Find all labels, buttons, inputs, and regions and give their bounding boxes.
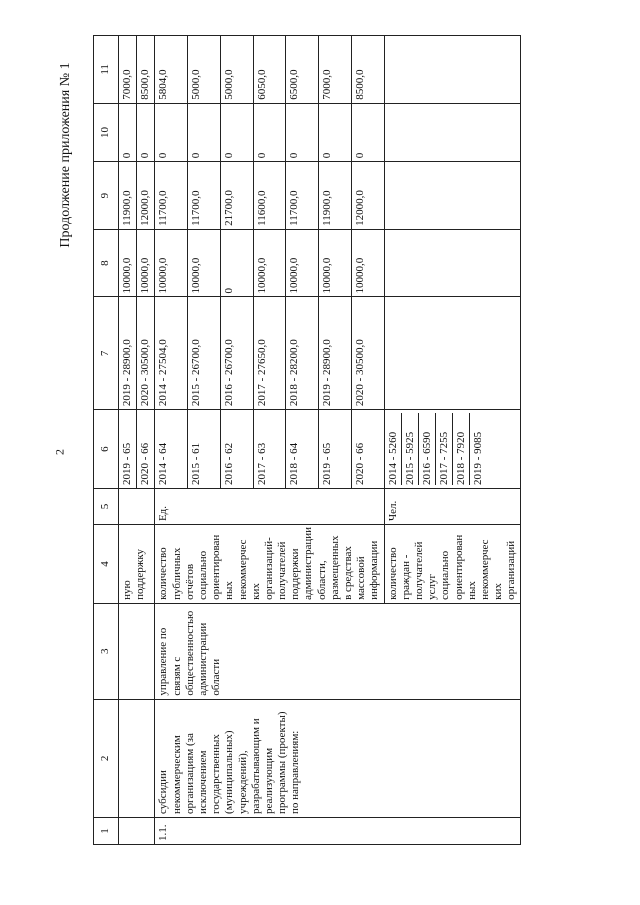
indicator-cell: ную поддержку (119, 525, 155, 604)
unit-cell: Ед. (155, 489, 384, 525)
funding-cell: 6500,0 (286, 36, 319, 104)
funding-total-cell: 2014 - 27504,0 (155, 297, 188, 410)
cell-empty (384, 229, 521, 297)
cell-empty (119, 817, 155, 844)
funding-cell: 0 (351, 103, 384, 162)
funding-cell: 0 (253, 103, 286, 162)
header-cell: 11 (94, 36, 119, 104)
funding-cell: 5804,0 (155, 36, 188, 104)
funding-cell: 0 (220, 103, 253, 162)
funding-cell: 10000,0 (351, 229, 384, 297)
indicator-cell: количество граждан - получателей услуг социально ориентирован ных некоммерчес ких организаций (384, 525, 521, 604)
funding-cell: 7000,0 (119, 36, 137, 104)
unit-cell: Чел. (384, 489, 521, 525)
cell-empty (384, 103, 521, 162)
year-value-cell: 2020 - 66 (351, 410, 384, 489)
funding-cell: 11700,0 (155, 162, 188, 230)
funding-cell: 8500,0 (351, 36, 384, 104)
header-cell: 4 (94, 525, 119, 604)
funding-total-cell: 2020 - 30500,0 (351, 297, 384, 410)
funding-cell: 10000,0 (137, 229, 155, 297)
year-value-line: 2019 - 9085 (471, 431, 484, 485)
cell-empty (119, 603, 155, 699)
funding-cell: 0 (188, 103, 221, 162)
cell-empty (384, 297, 521, 410)
header-cell: 5 (94, 489, 119, 525)
table-row (119, 36, 137, 845)
funding-total-cell: 2017 - 27650,0 (253, 297, 286, 410)
row-number-cell: 1.1. (155, 817, 521, 844)
cell-empty (119, 699, 155, 817)
year-value-cell: 2015 - 61 (188, 410, 221, 489)
funding-cell: 12000,0 (351, 162, 384, 230)
year-value-line: 2015 - 5925 (402, 413, 419, 485)
year-value-line: 2016 - 6590 (419, 413, 436, 485)
funding-cell: 8500,0 (137, 36, 155, 104)
funding-cell: 5000,0 (188, 36, 221, 104)
funding-total-cell: 2018 - 28200,0 (286, 297, 319, 410)
funding-cell: 0 (220, 229, 253, 297)
year-value-cell: 2018 - 64 (286, 410, 319, 489)
page-number: 2 (52, 449, 67, 455)
header-row (94, 36, 119, 845)
header-cell: 9 (94, 162, 119, 230)
funding-cell: 10000,0 (155, 229, 188, 297)
funding-total-cell: 2019 - 28900,0 (319, 297, 352, 410)
measure-name-cell: субсидии некоммерческим организациям (за исключением государственных (муниципальных) учреждений), разрабатывающим и реализующим программы (проекты) по направлениям: (155, 699, 521, 817)
header-cell: 1 (94, 817, 119, 844)
funding-cell: 10000,0 (319, 229, 352, 297)
funding-cell: 0 (137, 103, 155, 162)
year-value-cell: 2016 - 62 (220, 410, 253, 489)
funding-cell: 0 (319, 103, 352, 162)
funding-cell: 5000,0 (220, 36, 253, 104)
cell-empty (384, 162, 521, 230)
appendix-heading: Продолжение приложения № 1 (58, 62, 73, 248)
year-value-cell: 2019 - 65 (319, 410, 352, 489)
year-value-list (384, 410, 521, 489)
header-cell: 8 (94, 229, 119, 297)
funding-cell: 10000,0 (253, 229, 286, 297)
funding-cell: 11600,0 (253, 162, 286, 230)
funding-cell: 6050,0 (253, 36, 286, 104)
cell-empty (119, 489, 155, 525)
funding-total-cell: 2015 - 26700,0 (188, 297, 221, 410)
appendix-table (93, 35, 521, 845)
year-value-cell: 2020 - 66 (137, 410, 155, 489)
cell-empty (384, 36, 521, 104)
funding-cell: 10000,0 (119, 229, 137, 297)
year-value-line: 2018 - 7920 (453, 413, 470, 485)
rotated-table-wrapper (93, 35, 613, 845)
funding-cell: 10000,0 (286, 229, 319, 297)
table-row (155, 36, 188, 845)
indicator-cell: количество публичных отчётов социально ориентирован ных некоммерчес ких организаций-получателей поддержки администрации области, размещенных в средствах массовой информации (155, 525, 384, 604)
header-cell: 6 (94, 410, 119, 489)
year-value-cell: 2014 - 64 (155, 410, 188, 489)
funding-total-cell: 2019 - 28900,0 (119, 297, 137, 410)
header-cell: 10 (94, 103, 119, 162)
funding-cell: 11900,0 (119, 162, 137, 230)
header-cell: 2 (94, 699, 119, 817)
funding-cell: 0 (155, 103, 188, 162)
funding-cell: 10000,0 (188, 229, 221, 297)
year-value-cell: 2019 - 65 (119, 410, 137, 489)
funding-cell: 11900,0 (319, 162, 352, 230)
header-cell: 3 (94, 603, 119, 699)
funding-cell: 21700,0 (220, 162, 253, 230)
header-cell: 7 (94, 297, 119, 410)
year-value-line: 2014 - 5260 (385, 413, 402, 485)
funding-cell: 12000,0 (137, 162, 155, 230)
executor-cell: управление по связям с общественностью администрации области (155, 603, 521, 699)
funding-total-cell: 2016 - 26700,0 (220, 297, 253, 410)
funding-cell: 7000,0 (319, 36, 352, 104)
funding-cell: 11700,0 (286, 162, 319, 230)
funding-total-cell: 2020 - 30500,0 (137, 297, 155, 410)
year-value-line: 2017 - 7255 (436, 413, 453, 485)
funding-cell: 11700,0 (188, 162, 221, 230)
funding-cell: 0 (286, 103, 319, 162)
year-value-cell: 2017 - 63 (253, 410, 286, 489)
funding-cell: 0 (119, 103, 137, 162)
